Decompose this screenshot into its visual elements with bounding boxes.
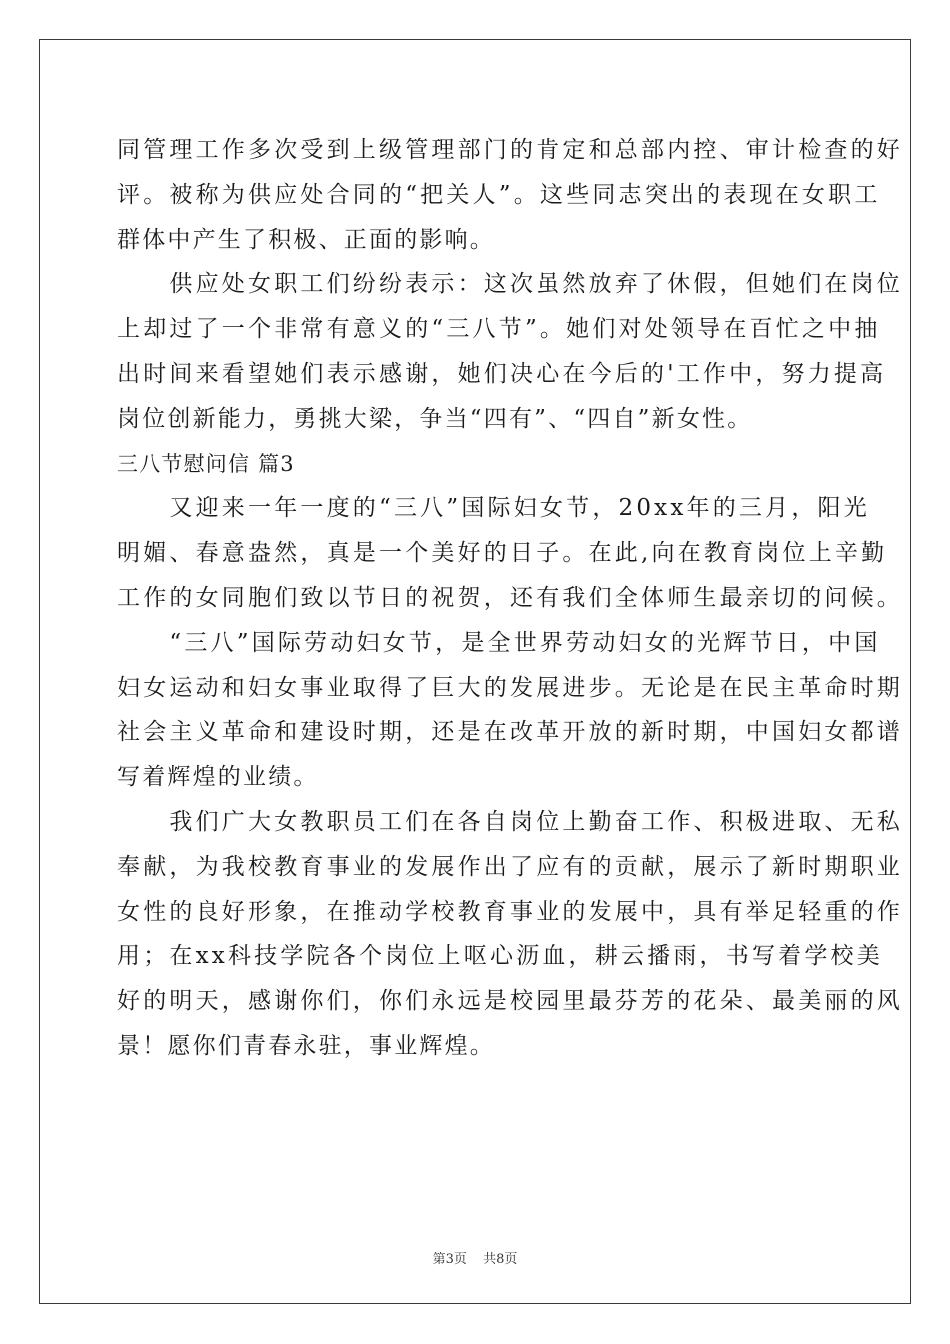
text-line: 写着辉煌的业绩。 (117, 764, 319, 791)
document-body (117, 128, 903, 1069)
text-line: 上却过了一个非常有意义的“三八节”。她们对处领导在百忙之中抽 (117, 316, 881, 343)
text-line: 评。被称为供应处合同的“把关人”。这些同志突出的表现在女职工 (117, 181, 881, 208)
section-paragraph-2 (117, 621, 903, 800)
text-line: 工作的女同胞们致以节日的祝贺，还有我们全体师生最亲切的问候。 (117, 584, 903, 611)
text-line: 用；在xx科技学院各个岗位上呕心沥血，耕云播雨，书写着学校美 (117, 943, 883, 970)
text-line: 景！愿你们青春永驻，事业辉煌。 (117, 1032, 495, 1059)
paragraph-2 (117, 262, 903, 441)
text-line: 妇女运动和妇女事业取得了巨大的发展进步。无论是在民主革命时期 (117, 674, 903, 701)
section-heading: 三八节慰问信 篇3 (117, 451, 295, 476)
text-line: 出时间来看望她们表示感谢，她们决心在今后的'工作中，努力提高 (117, 360, 887, 387)
page-footer (0, 1248, 950, 1267)
text-line: 群体中产生了积极、正面的影响。 (117, 226, 495, 253)
text-line: 岗位创新能力，勇挑大梁，争当“四有”、“四自”新女性。 (117, 405, 753, 432)
paragraph-1 (117, 128, 903, 262)
text-line: 社会主义革命和建设时期，还是在改革开放的新时期，中国妇女都谱 (117, 719, 903, 746)
text-line: 我们广大女教职员工们在各自岗位上勤奋工作、积极进取、无私 (117, 808, 903, 835)
section-paragraph-3 (117, 800, 903, 1069)
text-line: 好的明天，感谢你们，你们永远是校园里最芬芳的花朵、最美丽的风 (117, 988, 903, 1015)
text-line: 明媚、春意盎然，真是一个美好的日子。在此,向在教育岗位上辛勤 (117, 540, 888, 567)
text-line: 奉献，为我校教育事业的发展作出了应有的贡献，展示了新时期职业 (117, 853, 903, 880)
section-paragraph-1 (117, 486, 903, 620)
page-number: 第3页 (432, 1252, 467, 1267)
text-line: 女性的良好形象，在推动学校教育事业的发展中，具有举足轻重的作 (117, 898, 903, 925)
text-line: 又迎来一年一度的“三八”国际妇女节，20xx年的三月，阳光 (117, 495, 870, 522)
text-line: “三八”国际劳动妇女节，是全世界劳动妇女的光辉节日，中国 (117, 629, 881, 656)
page-total: 共8页 (483, 1252, 518, 1267)
text-line: 供应处女职工们纷纷表示：这次虽然放弃了休假，但她们在岗位 (117, 271, 903, 298)
text-line: 同管理工作多次受到上级管理部门的肯定和总部内控、审计检查的好 (117, 137, 903, 163)
